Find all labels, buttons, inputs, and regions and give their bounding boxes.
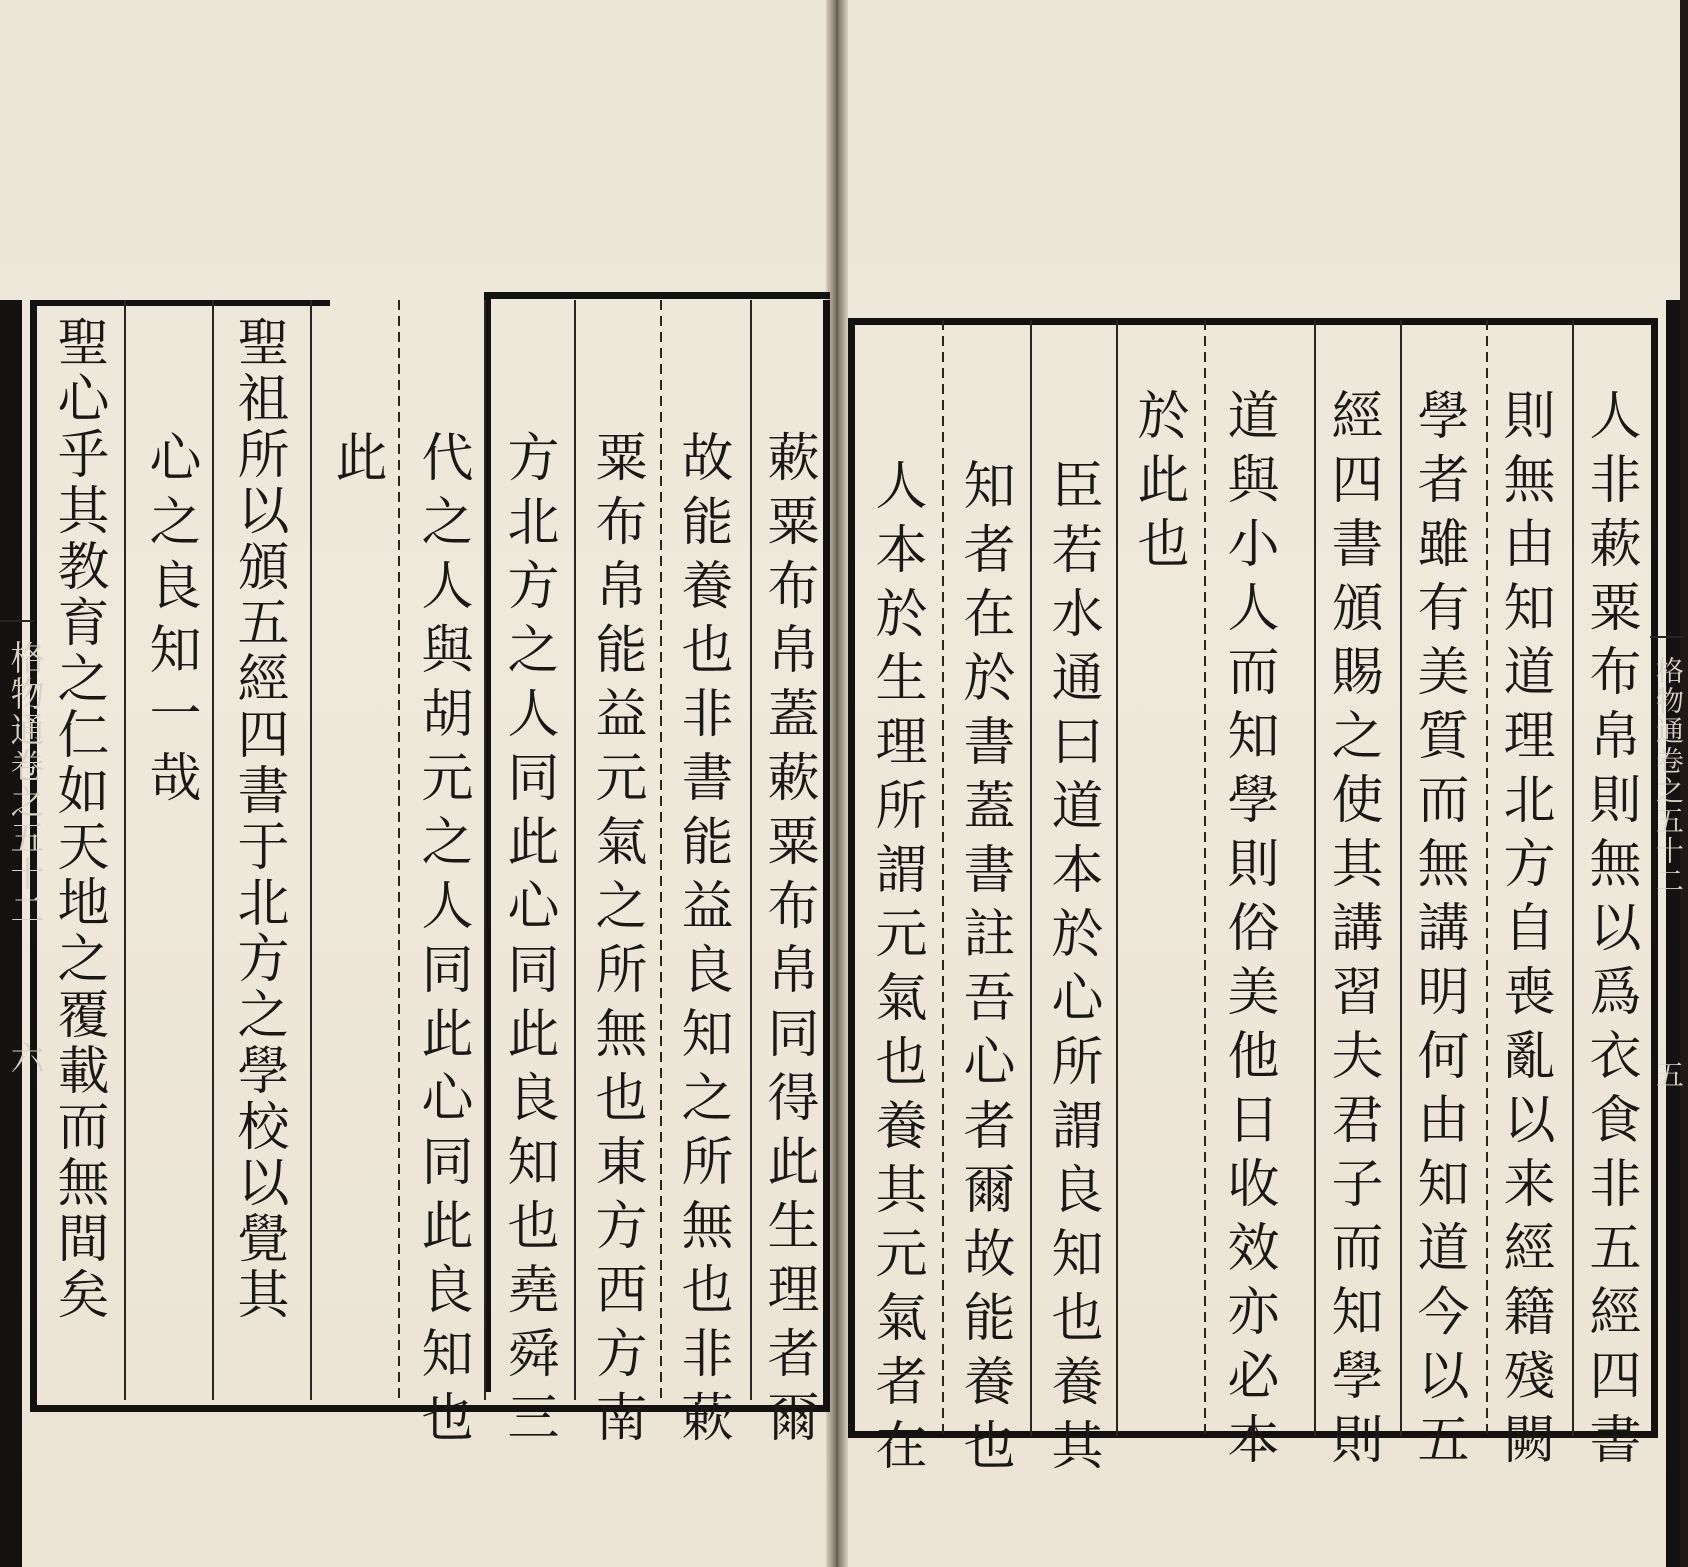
- column-rule: [1400, 320, 1402, 1436]
- fishtail-mark: [1650, 636, 1684, 638]
- right-column-2: 則無由知道理北方自喪亂以来經籍殘闕: [1494, 388, 1554, 1476]
- left-margin-page-number: 六: [4, 1040, 44, 1076]
- right-margin-label: 格物通卷之五十二: [1652, 656, 1685, 896]
- column-rule: [1204, 320, 1206, 1436]
- left-column-1: 此: [326, 430, 386, 494]
- left-top-rule: [30, 300, 330, 306]
- right-column-5: 道與小人而知學則俗美他日收效亦必本: [1218, 388, 1278, 1476]
- left-column-2: 蔌粟布帛蓋蔌粟布帛同得此生理者爾: [758, 430, 818, 1454]
- column-rule: [942, 320, 944, 1436]
- column-rule: [310, 300, 312, 1400]
- column-rule: [660, 300, 662, 1400]
- fishtail-mark: [0, 620, 34, 622]
- right-column-9: 人本於生理所謂元氣也養其元氣者在: [866, 458, 926, 1482]
- column-rule: [1116, 320, 1118, 1436]
- left-column-8: 心之良知一哉: [140, 430, 200, 814]
- left-column-4: 粟布帛能益元氣之所無也東方西方南: [586, 430, 646, 1454]
- left-column-7: 聖祖所以頒五經四書于北方之學校以覺其: [228, 315, 288, 1323]
- right-column-1: 人非蔌粟布帛則無以爲衣食非五經四書: [1580, 388, 1640, 1476]
- column-rule: [1486, 320, 1488, 1436]
- column-rule: [124, 300, 126, 1400]
- column-rule: [484, 300, 486, 1400]
- left-column-5: 方北方之人同此心同此良知也堯舜三: [498, 430, 558, 1454]
- left-margin-label: 格物通卷之五十二: [4, 640, 44, 928]
- column-rule: [1030, 320, 1032, 1436]
- right-margin-page-number: 五: [1652, 1060, 1685, 1090]
- left-column-9: 聖心乎其教育之仁如天地之覆載而無間矣: [48, 315, 108, 1323]
- column-rule: [212, 300, 214, 1400]
- right-column-4: 經四書頒賜之使其講習夫君子而知學則: [1322, 388, 1382, 1476]
- column-rule: [398, 300, 400, 1400]
- column-rule: [1314, 320, 1316, 1436]
- column-rule: [1572, 320, 1574, 1436]
- right-column-7: 臣若水通曰道本於心所謂良知也養其: [1042, 458, 1102, 1482]
- right-column-8: 知者在於書蓋書註吾心者爾故能養也: [954, 458, 1014, 1482]
- left-column-6: 代之人與胡元之人同此心同此良知也: [412, 430, 472, 1454]
- left-edge-margin: [0, 300, 22, 1567]
- left-column-3: 故能養也非書能益良知之所無也非蔌: [672, 430, 732, 1454]
- right-column-6: 於此也: [1128, 388, 1188, 580]
- column-rule: [750, 300, 752, 1400]
- right-edge-margin: [1666, 300, 1680, 1567]
- column-rule: [574, 300, 576, 1400]
- right-column-3: 學者雖有美質而無講明何由知道今以五: [1408, 388, 1468, 1476]
